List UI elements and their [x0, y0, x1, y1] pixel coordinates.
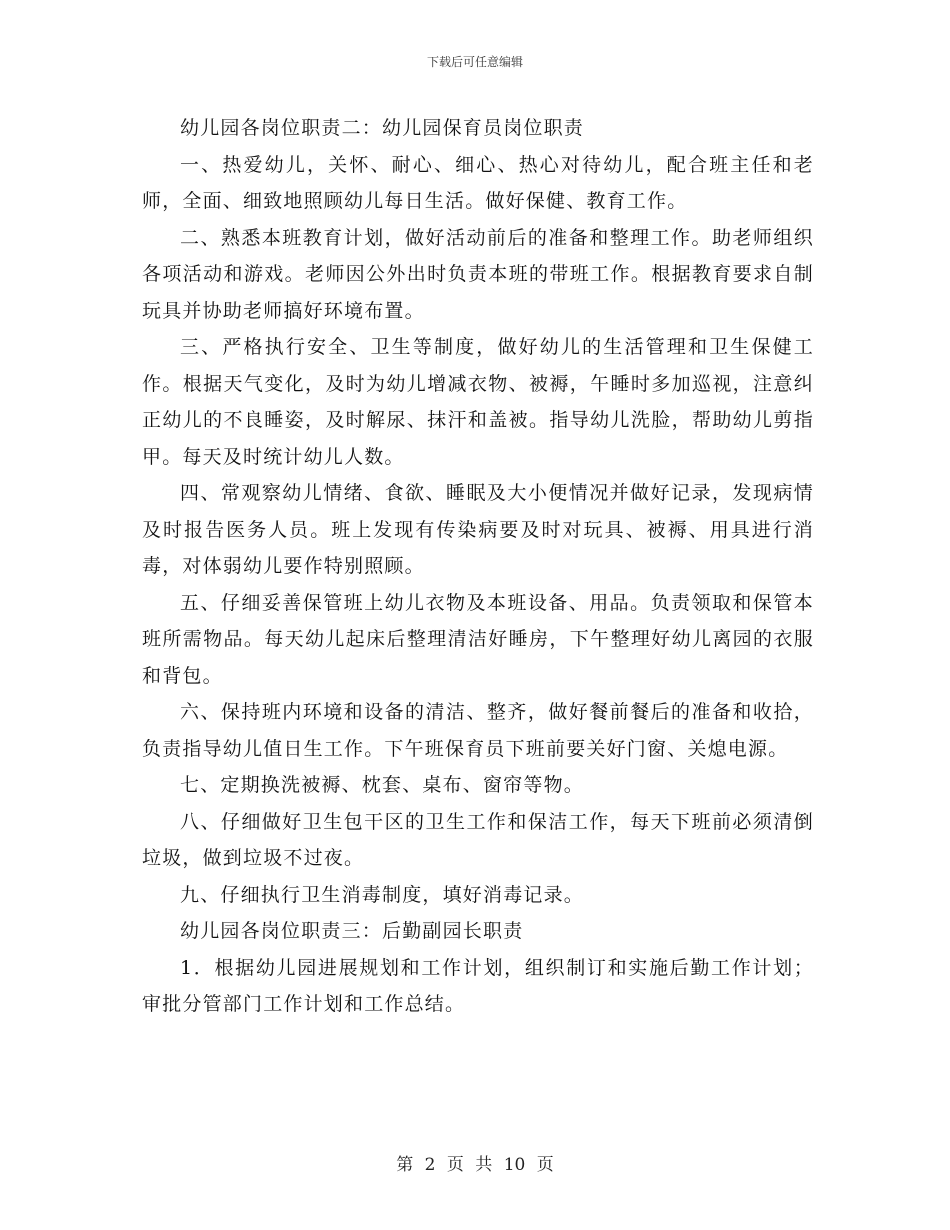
duty-item-6: 六、保持班内环境和设备的清洁、整齐，做好餐前餐后的准备和收拾，负责指导幼儿值日生工作。下午班保育员下班前要关好门窗、关熄电源。 — [142, 701, 814, 760]
duty-item-2: 二、熟悉本班教育计划，做好活动前后的准备和整理工作。助老师组织各项活动和游戏。老师因公外出时负责本班的带班工作。根据教育要求自制玩具并协助老师搞好环境布置。 — [142, 226, 814, 322]
section-title-nursery-staff: 幼儿园各岗位职责二：幼儿园保育员岗位职责 — [180, 117, 585, 139]
duty-item-9: 九、仔细执行卫生消毒制度，填好消毒记录。 — [180, 883, 585, 906]
duty-item-7: 七、定期换洗被褥、枕套、桌布、窗帘等物。 — [180, 774, 585, 796]
section-title-logistics-deputy: 幼儿园各岗位职责三：后勤副园长职责 — [180, 920, 524, 942]
duty-item-3: 三、严格执行安全、卫生等制度，做好幼儿的生活管理和卫生保健工作。根据天气变化，及时为幼儿增减衣物、被褥，午睡时多加巡视，注意纠正幼儿的不良睡姿，及时解尿、抹汗和盖被。指导幼儿洗脸，帮助幼儿剪指甲。每天及时统计幼儿人数。 — [142, 336, 814, 468]
logistics-duty-item-1: 1．根据幼儿园进展规划和工作计划，组织制订和实施后勤工作计划；审批分管部门工作计划和工作总结。 — [142, 956, 814, 1015]
duty-item-8: 八、仔细做好卫生包干区的卫生工作和保洁工作，每天下班前必须清倒垃圾，做到垃圾不过夜。 — [142, 810, 814, 869]
duty-item-5: 五、仔细妥善保管班上幼儿衣物及本班设备、用品。负责领取和保管本班所需物品。每天幼儿起床后整理清洁好睡房，下午整理好幼儿离园的衣服和背包。 — [142, 591, 814, 687]
duty-item-4: 四、常观察幼儿情绪、食欲、睡眠及大小便情况并做好记录，发现病情及时报告医务人员。班上发现有传染病要及时对玩具、被褥、用具进行消毒，对体弱幼儿要作特别照顾。 — [142, 482, 814, 577]
page-number: 第 2 页 共 10 页 — [396, 1155, 554, 1175]
duty-item-1: 一、热爱幼儿，关怀、耐心、细心、热心对待幼儿，配合班主任和老师，全面、细致地照顾幼儿每日生活。做好保健、教育工作。 — [142, 153, 814, 212]
document-body — [142, 110, 814, 1023]
page-header-note: 下载后可任意编辑 — [426, 55, 523, 69]
